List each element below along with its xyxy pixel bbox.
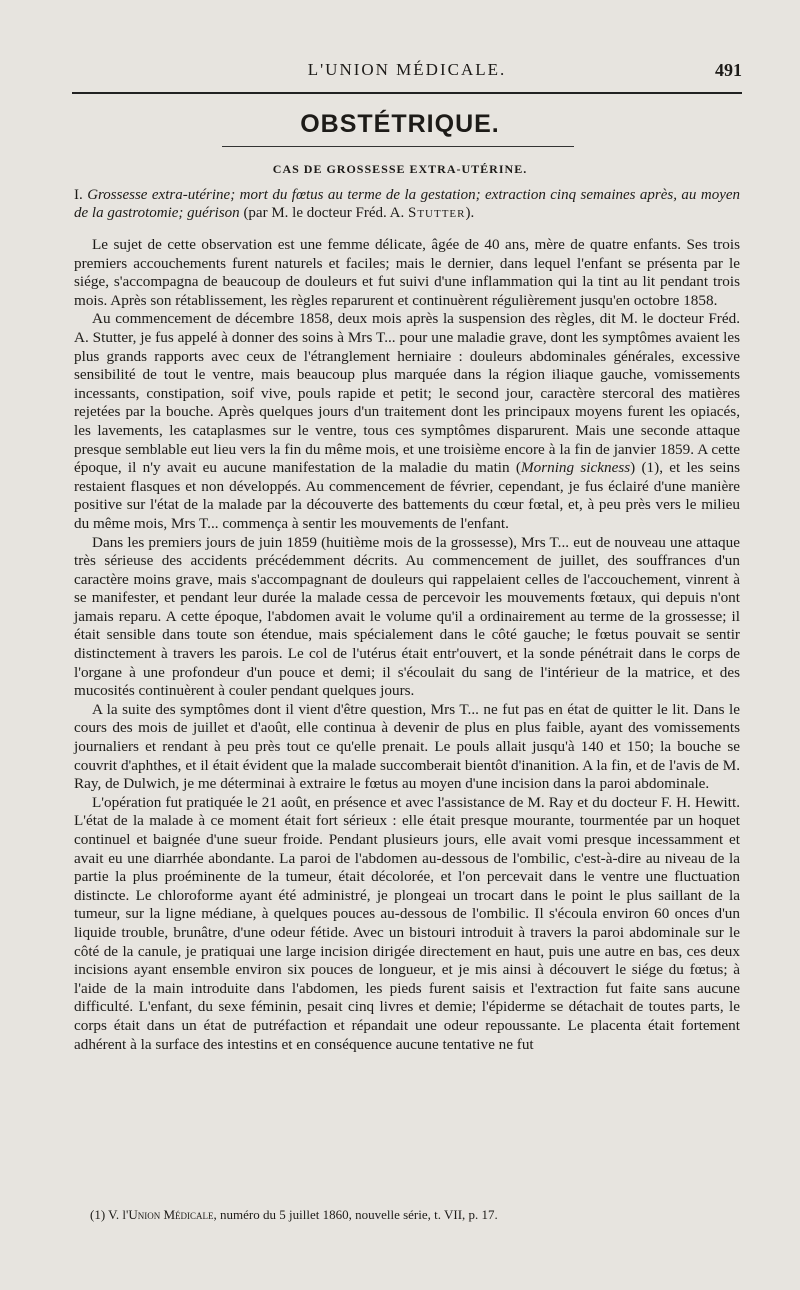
paragraph-2-part-a: Au commencement de décembre 1858, deux mois après la suspension des règles, dit M. le docteur Fréd. A. Stutter, je fus appelé à donner des soins à Mrs T... pour une maladie grave, dont les symptômes avaient les plus grands rapports avec ceux de l'étranglement herniaire : douleurs abdominales générales, excessive sensibilité de tout le ventre, mais beaucoup plus marquée dans la région iliaque gauche, vomissements incessants, constipation, soif vive, pouls rapide et petit; le second jour, caractère stercoral des matières rejetées par la bouche. Après quelques jours d'un traitement dont les principaux moyens furent les opiacés, les lavements, les cataplasmes sur le ventre, tous ces symptômes disparurent. Mais une seconde attaque presque semblable eut lieu vers la fin du même mois, et une troisième encore à la fin de janvier 1859. A cette époque, il n'y avait eu aucune manifestation de la maladie du matin ( xyxy=(74,310,740,477)
case-credit-prefix: (par M. le docteur Fréd. A. xyxy=(239,205,408,221)
case-credit-name: Stutter xyxy=(407,205,466,221)
paragraph-3: Dans les premiers jours de juin 1859 (huitième mois de la grossesse), Mrs T... eut de nouveau une attaque très sérieuse des accidents précédemment décrits. Au commencement de juillet, des souffrances d'un caractère moins grave, mais s'accompagnant de douleurs qui rappelaient celles de l'accouchement, vinrent à se manifester, et pendant leur durée la malade cessa de percevoir les mouvements fœtaux, qui depuis n'ont jamais reparu. A cette époque, l'abdomen avait le volume qu'il a ordinairement au terme de la grossesse; il était sensible dans toute son étendue, mais spécialement dans le côté gauche; le fœtus pouvait se sentir distinctement à travers les parois. Le col de l'utérus était entr'ouvert, et la sonde pénétrait dans le corps de l'organe à une profondeur d'un pouce et demi; il s'écoulait du sang de l'intérieur de la matrice, et des mucosités continuèrent à couler pendant quelques jours. xyxy=(74,533,740,700)
article-subheading: CAS DE GROSSESSE EXTRA-UTÉRINE. xyxy=(272,162,528,176)
case-credit-suffix: ). xyxy=(465,205,475,221)
running-head xyxy=(72,60,742,84)
section-title: OBSTÉTRIQUE. xyxy=(300,110,500,138)
paragraph-2-part-b: ) (1), et les seins restaient flasques et non développés. Au commencement de février, cependant, je fus éclairé d'une manière positive sur l'état de la malade par la découverte des battements du cœur fœtal, et, à peu près vers le milieu du même mois, Mrs T... commença à sentir les mouvements de l'enfant. xyxy=(74,459,740,532)
running-title: L'UNION MÉDICALE. xyxy=(307,60,507,79)
footnote-journal: Union Médicale xyxy=(128,1207,214,1222)
article-body xyxy=(74,236,740,1054)
paragraph-2 xyxy=(74,310,740,533)
case-heading xyxy=(74,186,740,222)
paragraph-5: L'opération fut pratiquée le 21 août, en présence et avec l'assistance de M. Ray et du docteur F. H. Hewitt. L'état de la malade à ce moment était fort sérieux : elle était presque mourante, tourmentée par un hoquet continuel et baignée d'une sueur froide. Pendant plusieurs jours, elle avait vomi presque incessamment et avait eu une diarrhée abondante. La paroi de l'abdomen au-dessous de l'ombilic, c'est-à-dire au niveau de la partie la plus proéminente de la tumeur, était décolorée, et l'on percevait dans le ventre une fluctuation distincte. Le chloroforme ayant été administré, je plongeai un trocart dans le point le plus saillant de la tumeur, sur la ligne médiane, à quelques pouces au-dessous de l'ombilic. Il s'écoula environ 60 onces d'un liquide trouble, brunâtre, d'une odeur fétide. Avec un bistouri introduit à travers la paroi abdominale sur le côté de la canule, je pratiquai une large incision dirigée directement en haut, puis une autre en bas, ces deux incisions ayant ensemble environ six pouces de longueur, et je mis ainsi à découvert le siége du fœtus; à l'aide de la main introduite dans l'abdomen, les pieds furent saisis et l'extraction fut faite sans aucune difficulté. L'enfant, du sexe féminin, pesait cinq livres et demie; l'épiderme se détachait de toutes parts, le corps était dans un état de putréfaction et répandait une odeur repoussante. Le placenta était fortement adhérent à la surface des intestins et en conséquence aucune tentative ne fut xyxy=(74,793,740,1053)
paragraph-4: A la suite des symptômes dont il vient d'être question, Mrs T... ne fut pas en état de quitter le lit. Dans le cours des mois de juillet et d'août, elle continua à devenir de plus en plus faible, ayant des vomissements journaliers et rendant à peu près tout ce qu'elle prenait. Le pouls allait jusqu'à 140 et 150; la bouche se couvrit d'aphthes, et il était évident que la malade succomberait bientôt d'inanition. A la fin, et de l'avis de M. Ray, de Dulwich, je me déterminai à extraire le fœtus au moyen d'une incision dans la paroi abdominale. xyxy=(74,700,740,793)
title-rule xyxy=(222,146,574,147)
footnote-rest: , numéro du 5 juillet 1860, nouvelle série, t. VII, p. 17. xyxy=(213,1207,498,1222)
case-title: Grossesse extra-utérine; mort du fœtus au terme de la gestation; extraction cinq semaines après, au moyen de la gastrotomie; guérison xyxy=(74,187,741,221)
paragraph-1: Le sujet de cette observation est une femme délicate, âgée de 40 ans, mère de quatre enfants. Ses trois premiers accouchements furent naturels et faciles; mais le dernier, dans lequel l'enfant se présenta par le siége, s'accompagna de beaucoup de douleurs et fut suivi d'une inflammation qui la tint au lit pendant trois mois. Après son rétablissement, les règles reparurent et continuèrent régulièrement jusqu'en octobre 1858. xyxy=(74,236,740,309)
paragraph-2-italic: Morning sickness xyxy=(520,459,631,477)
case-number: I. xyxy=(74,187,83,203)
header-rule xyxy=(72,92,742,94)
footnote-prefix: (1) V. l' xyxy=(90,1207,129,1222)
page-number: 491 xyxy=(715,60,742,80)
footnote xyxy=(90,1207,740,1223)
